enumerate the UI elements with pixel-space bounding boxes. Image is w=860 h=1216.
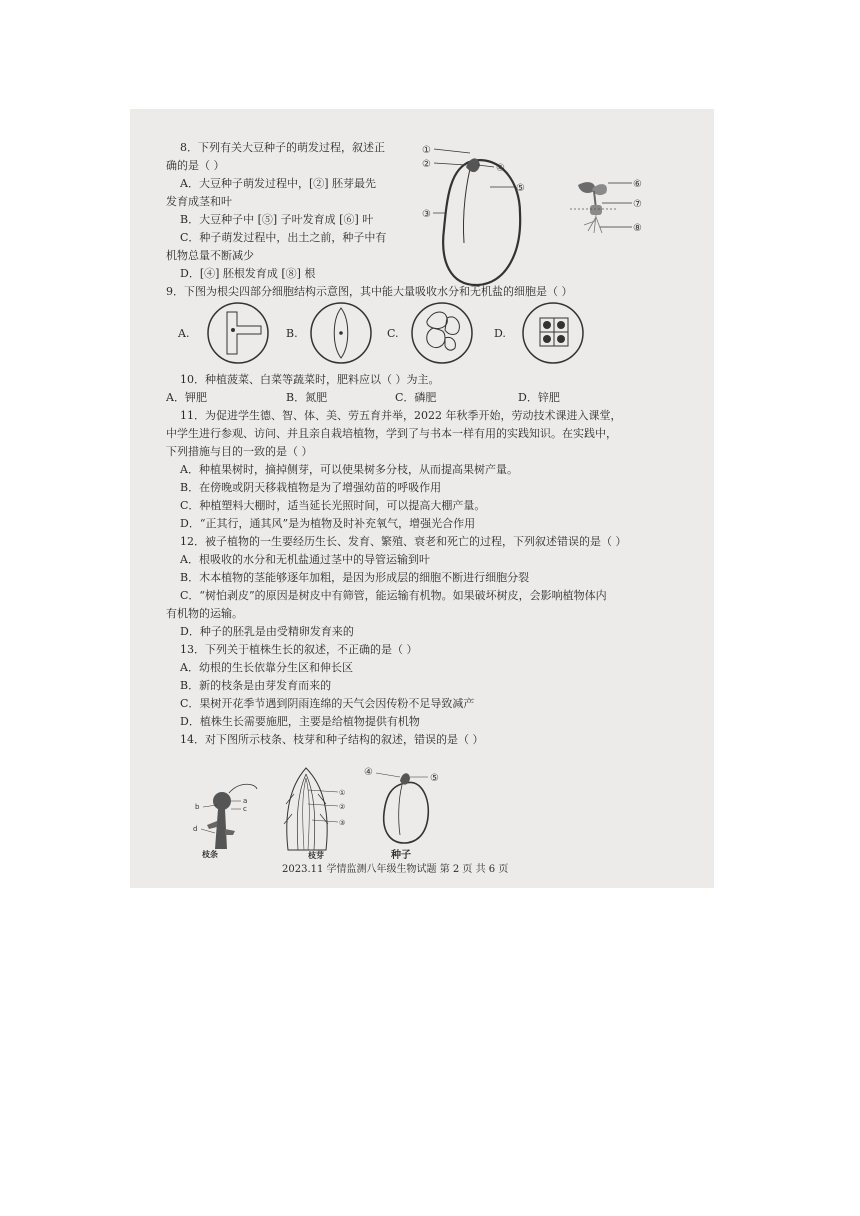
exam-page xyxy=(130,109,714,888)
q14-seed-diagram xyxy=(364,765,454,845)
q12-option-a: A．根吸收的水分和无机盐通过茎中的导管运输到叶 xyxy=(180,553,430,566)
seed-label-1: ① xyxy=(422,145,431,156)
q8-option-c-line1: C．种子萌发过程中，出土之前，种子中有 xyxy=(180,231,387,244)
q12-option-b: B．木本植物的茎能够逐年加粗，是因为形成层的细胞不断进行细胞分裂 xyxy=(180,571,530,584)
q12-stem: 12．被子植物的一生要经历生长、发育、繁殖、衰老和死亡的过程，下列叙述错误的是（ ） xyxy=(180,535,627,548)
q8-option-c-line2: 机物总量不断减少 xyxy=(166,249,254,262)
bud-label-2: ② xyxy=(339,803,346,811)
q14-bud-diagram xyxy=(272,764,358,854)
q14-branch-diagram xyxy=(185,779,263,859)
q14-stem: 14．对下图所示枝条、枝芽和种子结构的叙述，错误的是（ ） xyxy=(180,733,484,746)
seed-label-4-q14: ④ xyxy=(364,767,373,778)
q11-stem-line2: 中学生进行参观、访问、并且亲自栽培植物，学到了与书本一样有用的实践知识。在实践中， xyxy=(166,427,617,440)
q9-option-b-label: B. xyxy=(286,327,298,340)
seed-label-2: ② xyxy=(422,159,431,170)
q8-option-a-line1: A．大豆种子萌发过程中，[②] 胚芽最先 xyxy=(180,177,377,190)
branch-label-b: b xyxy=(195,803,200,811)
q12-option-d: D．种子的胚乳是由受精卵发育来的 xyxy=(180,625,354,638)
seed-label-5-q14: ⑤ xyxy=(430,773,439,784)
q13-option-c: C．果树开花季节遇到阴雨连绵的天气会因传粉不足导致减产 xyxy=(180,697,475,710)
bud-label-1: ① xyxy=(339,789,346,797)
q8-seedling-diagram xyxy=(570,175,670,247)
q13-option-d: D．植株生长需要施肥，主要是给植物提供有机物 xyxy=(180,715,420,728)
q14-caption-bud: 枝芽 xyxy=(308,850,324,860)
branch-label-d: d xyxy=(193,825,198,833)
q9-cell-c xyxy=(411,302,475,366)
q8-option-b: B．大豆种子中 [⑤] 子叶发育成 [⑥] 叶 xyxy=(180,213,374,226)
q9-option-a-label: A. xyxy=(178,327,190,340)
seedling-label-7: ⑦ xyxy=(633,199,642,210)
seed-label-3: ③ xyxy=(422,209,431,220)
page-footer: 2023.11 学情监测八年级生物试题 第 2 页 共 6 页 xyxy=(282,864,509,875)
seedling-label-6: ⑥ xyxy=(633,179,642,190)
q14-caption-branch: 枝条 xyxy=(202,849,218,859)
q11-stem-line3: 下列措施与目的一致的是（ ） xyxy=(166,445,313,458)
q9-option-d-label: D. xyxy=(494,327,506,340)
seed-label-5: ⑤ xyxy=(516,183,525,194)
q8-stem-line1: 8．下列有关大豆种子的萌发过程，叙述正 xyxy=(180,141,385,154)
q11-option-c: C．种植塑料大棚时，适当延长光照时间，可以提高大棚产量。 xyxy=(180,499,486,512)
q13-option-a: A．幼根的生长依靠分生区和伸长区 xyxy=(180,661,353,674)
seedling-label-8: ⑧ xyxy=(633,223,642,234)
branch-label-a: a xyxy=(243,797,248,805)
q10-stem: 10．种植菠菜、白菜等蔬菜时，肥料应以（ ）为主。 xyxy=(180,373,440,386)
q9-cell-a xyxy=(207,302,271,366)
seed-label-4: ④ xyxy=(496,163,505,174)
q8-stem-line2: 确的是（ ） xyxy=(166,159,225,172)
q10-option-b: B．氮肥 xyxy=(286,391,328,404)
q12-option-c-line2: 有机物的运输。 xyxy=(166,607,243,620)
q13-stem: 13．下列关于植株生长的叙述，不正确的是（ ） xyxy=(180,643,418,656)
q10-option-a: A．钾肥 xyxy=(166,391,207,404)
q10-option-c: C．磷肥 xyxy=(395,391,437,404)
q8-option-a-line2: 发育成茎和叶 xyxy=(166,195,232,208)
q8-option-d: D．[④] 胚根发育成 [⑧] 根 xyxy=(180,267,316,280)
q9-cell-d xyxy=(522,302,586,366)
q9-option-c-label: C. xyxy=(387,327,399,340)
q11-option-a: A．种植果树时，摘掉侧芽，可以使果树多分枝，从而提高果树产量。 xyxy=(180,463,518,476)
q10-option-d: D．锌肥 xyxy=(518,391,560,404)
branch-label-c: c xyxy=(243,805,247,813)
q8-seed-diagram xyxy=(420,143,560,283)
q11-option-d: D．“正其行，通其风”是为植物及时补充氧气，增强光合作用 xyxy=(180,517,476,530)
q11-option-b: B．在傍晚或阴天移栽植物是为了增强幼苗的呼吸作用 xyxy=(180,481,442,494)
q14-caption-seed: 种子 xyxy=(391,850,411,861)
bud-label-3: ③ xyxy=(339,819,346,827)
q9-cell-b xyxy=(310,302,374,366)
q11-stem-line1: 11．为促进学生德、智、体、美、劳五育并举，2022 年秋季开始，劳动技术课进入课堂， xyxy=(180,409,622,422)
q9-stem: 9．下图为根尖四部分细胞结构示意图，其中能大量吸收水分和无机盐的细胞是（ ） xyxy=(166,285,573,298)
q12-option-c-line1: C．“树怕剥皮”的原因是树皮中有筛管，能运输有机物。如果破坏树皮，会影响植物体内 xyxy=(180,589,607,602)
q13-option-b: B．新的枝条是由芽发育而来的 xyxy=(180,679,332,692)
